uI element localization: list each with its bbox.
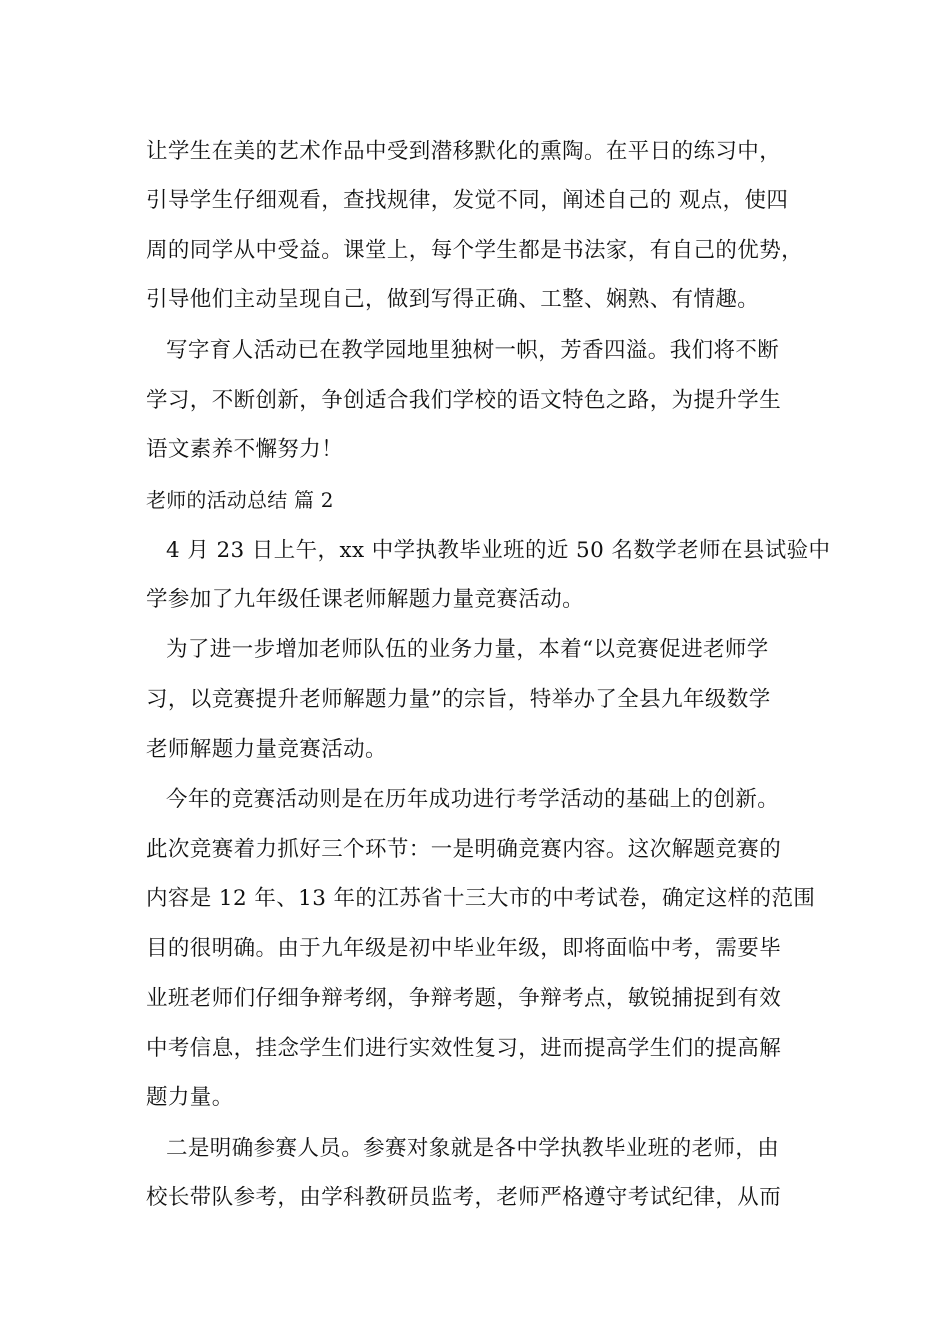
text-line: 业班老师们仔细争辩考纲，争辩考题，争辩考点，敏锐捕捉到有效 [146,986,782,1011]
text-line: 引导他们主动呈现自己，做到写得正确、工整、娴熟、有情趣。 [146,287,760,312]
text-line: 引导学生仔细观看，查找规律，发觉不同，阐述自己的 观点，使四 [146,188,789,213]
text-line: 老师解题力量竞赛活动。 [146,737,387,762]
paragraph-first-line: 二是明确参赛人员。参赛对象就是各中学执教毕业班的老师，由 [166,1136,780,1161]
paragraph-first-line: 为了进一步增加老师队伍的业务力量，本着“以竞赛促进老师学 [166,637,769,662]
text-line: 让学生在美的艺术作品中受到潜移默化的熏陶。在平日的练习中， [146,139,782,164]
text-line: 内容是 12 年、13 年的江苏省十三大市的中考试卷，确定这样的范围 [146,886,816,911]
section-heading: 老师的活动总结 篇 2 [146,488,334,512]
text-line: 目的很明确。由于九年级是初中毕业年级，即将面临中考，需要毕 [146,936,782,961]
text-line: 学参加了九年级任课老师解题力量竞赛活动。 [146,587,585,612]
text-line: 学习，不断创新，争创适合我们学校的语文特色之路，为提升学生 [146,388,782,413]
text-line: 语文素养不懈努力！ [146,437,344,462]
text-line: 习，以竞赛提升老师解题力量”的宗旨，特举办了全县九年级数学 [146,687,771,712]
paragraph-first-line: 今年的竞赛活动则是在历年成功进行考学活动的基础上的创新。 [166,787,780,812]
text-line: 周的同学从中受益。课堂上，每个学生都是书法家，有自己的优势， [146,238,804,263]
text-line: 中考信息，挂念学生们进行实效性复习，进而提高学生们的提高解 [146,1036,782,1061]
text-line: 题力量。 [146,1085,234,1110]
text-line: 校长带队参考，由学科教研员监考，老师严格遵守考试纪律，从而 [146,1185,782,1210]
paragraph-first-line: 4 月 23 日上午，xx 中学执教毕业班的近 50 名数学老师在县试验中 [166,538,831,563]
text-line: 此次竞赛着力抓好三个环节：一是明确竞赛内容。这次解题竞赛的 [146,837,782,862]
paragraph-first-line: 写字育人活动已在教学园地里独树一帜，芳香四溢。我们将不断 [166,338,780,363]
